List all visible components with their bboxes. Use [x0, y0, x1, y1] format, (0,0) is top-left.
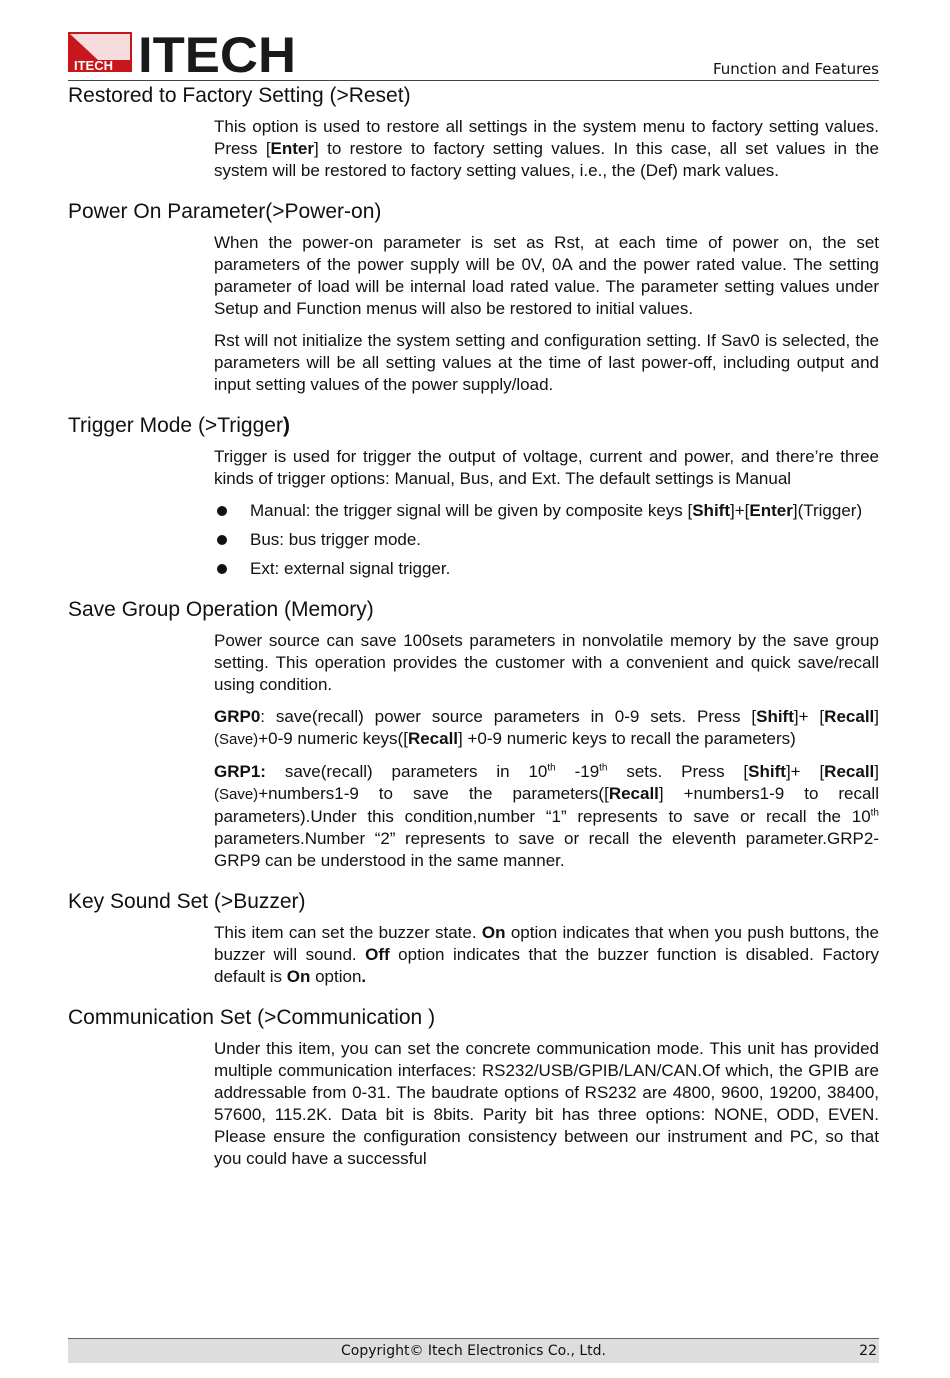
text-run: ] +numbers1-9 to recall parameters).Under this condition,number “1” represents to save or recall the 10	[214, 784, 879, 826]
text-run: ]+ [	[785, 762, 825, 781]
option-on: On	[481, 923, 506, 942]
text-run: .	[361, 967, 367, 986]
section-reset	[68, 82, 879, 182]
text-run: option indicates that the buzzer function is disabled. Factory default is	[214, 945, 879, 986]
header-section-title: Function and Features	[712, 60, 879, 78]
section-trigger	[68, 412, 879, 580]
text-run: parameters.Number “2” represents to save or recall the eleventh parameter.GRP2-GRP9 can be understood in the same manner.	[214, 829, 879, 870]
reset-paragraph	[214, 116, 879, 182]
section-title-memory: Save Group Operation (Memory)	[68, 598, 374, 621]
key-shift: Shift	[748, 762, 786, 781]
memory-paragraph: Power source can save 100sets parameters in nonvolatile memory by the save group setting. This operation provides the customer with a convenient and quick save/recall using condition.	[214, 631, 879, 694]
key-enter: Enter	[270, 139, 315, 158]
grp0-paragraph	[214, 706, 879, 751]
list-item	[214, 558, 879, 580]
text-run: ](Trigger)	[792, 501, 863, 520]
text-run: This option is used to restore all settings in the system menu to factory setting values. Press [	[214, 117, 879, 158]
save-note: (Save)	[214, 786, 259, 803]
footer-copyright: Copyright© Itech Electronics Co., Ltd.	[341, 1343, 606, 1359]
text-run: ]	[874, 762, 879, 781]
text-run: sets. Press [	[607, 762, 749, 781]
title-text: Trigger Mode (>Trigger	[68, 414, 283, 437]
text-run: This item can set the buzzer state.	[214, 923, 482, 942]
poweron-paragraph-2: Rst will not initialize the system setting and configuration setting. If Sav0 is selected, the parameters will be all setting values at the time of last power-off, including output and input setting values of the power supply/load.	[214, 331, 879, 394]
text-run: option indicates that when you push buttons, the buzzer will sound.	[214, 923, 879, 964]
text-run: ]+ [	[793, 707, 825, 726]
bullet-icon	[217, 564, 227, 574]
page-content	[68, 82, 879, 1186]
key-enter: Enter	[749, 501, 793, 520]
list-item	[214, 500, 879, 522]
itech-logo	[68, 30, 298, 74]
text-run: Bus: bus trigger mode.	[250, 530, 422, 549]
section-title-poweron: Power On Parameter(>Power-on)	[68, 200, 382, 223]
text-run: option	[310, 967, 362, 986]
superscript: th	[547, 762, 556, 774]
communication-paragraph: Under this item, you can set the concrete communication mode. This unit has provided multiple communication interfaces: RS232/USB/GPIB/LAN/CAN.Of which, the GPIB are addressable from 0-31. The baudrate options of RS232 are 4800, 9600, 19200, 38400, 57600, 115.2K. Data bit is 8bits. Parity bit has three options: NONE, ODD, EVEN. Please ensure the configuration consistency between our instrument and PC, so that you could have a successful	[214, 1039, 879, 1168]
text-run: save(recall) parameters in 10	[265, 762, 548, 781]
bullet-icon	[217, 535, 227, 545]
key-shift: Shift	[692, 501, 730, 520]
section-title-communication: Communication Set (>Communication )	[68, 1006, 436, 1029]
section-buzzer	[68, 888, 879, 988]
list-item	[214, 529, 879, 551]
superscript: th	[870, 807, 879, 819]
save-note: (Save)	[214, 731, 259, 748]
section-poweron	[68, 198, 879, 396]
logo-badge-text: ITECH	[74, 58, 113, 73]
section-title-trigger	[68, 412, 879, 440]
trigger-options-list	[214, 500, 879, 580]
key-recall: Recall	[824, 707, 875, 726]
text-run: -19	[555, 762, 600, 781]
section-communication	[68, 1004, 879, 1170]
bullet-icon	[217, 506, 227, 516]
text-run: ]+[	[730, 501, 750, 520]
buzzer-paragraph	[214, 922, 879, 988]
grp1-label: GRP1:	[214, 762, 266, 781]
key-recall: Recall	[824, 762, 875, 781]
section-memory	[68, 596, 879, 872]
option-off: Off	[365, 945, 390, 964]
grp0-label: GRP0	[214, 707, 261, 726]
text-run: +numbers1-9 to save the parameters([	[258, 784, 609, 803]
text-run: Ext: external signal trigger.	[250, 559, 451, 578]
trigger-paragraph: Trigger is used for trigger the output of voltage, current and power, and there’re three kinds of trigger options: Manual, Bus, and Ext. The default settings is Manual	[214, 447, 879, 488]
option-on: On	[286, 967, 311, 986]
key-shift: Shift	[756, 707, 794, 726]
grp1-paragraph	[214, 761, 879, 872]
header-divider	[68, 80, 879, 81]
text-run: Manual: the trigger signal will be given by composite keys [	[250, 501, 693, 520]
poweron-paragraph-1: When the power-on parameter is set as Rst, at each time of power on, the set parameters of the power supply will be 0V, 0A and the power rated value. The setting parameter of load will be internal load rated value. The parameter setting values under Setup and Function menus will also be restored to initial values.	[214, 233, 879, 318]
page-footer	[68, 1338, 879, 1363]
superscript: th	[599, 762, 608, 774]
key-recall: Recall	[407, 729, 459, 748]
text-run: : save(recall) power source parameters in 0-9 sets. Press [	[260, 707, 757, 726]
text-run: ]	[874, 707, 879, 726]
text-run: ] to restore to factory setting values. In this case, all set values in the system will be restored to factory setting values, i.e., the (Def) mark values.	[214, 139, 879, 180]
page-number: 22	[859, 1343, 877, 1359]
itech-logo-graphic	[68, 30, 298, 74]
logo-text: ITECH	[138, 30, 296, 74]
text-run: +0-9 numeric keys([	[258, 729, 408, 748]
section-title-buzzer: Key Sound Set (>Buzzer)	[68, 890, 306, 913]
key-recall: Recall	[608, 784, 659, 803]
section-title-reset: Restored to Factory Setting (>Reset)	[68, 84, 411, 107]
title-paren: )	[282, 414, 290, 437]
text-run: ] +0-9 numeric keys to recall the parameters)	[458, 729, 796, 748]
